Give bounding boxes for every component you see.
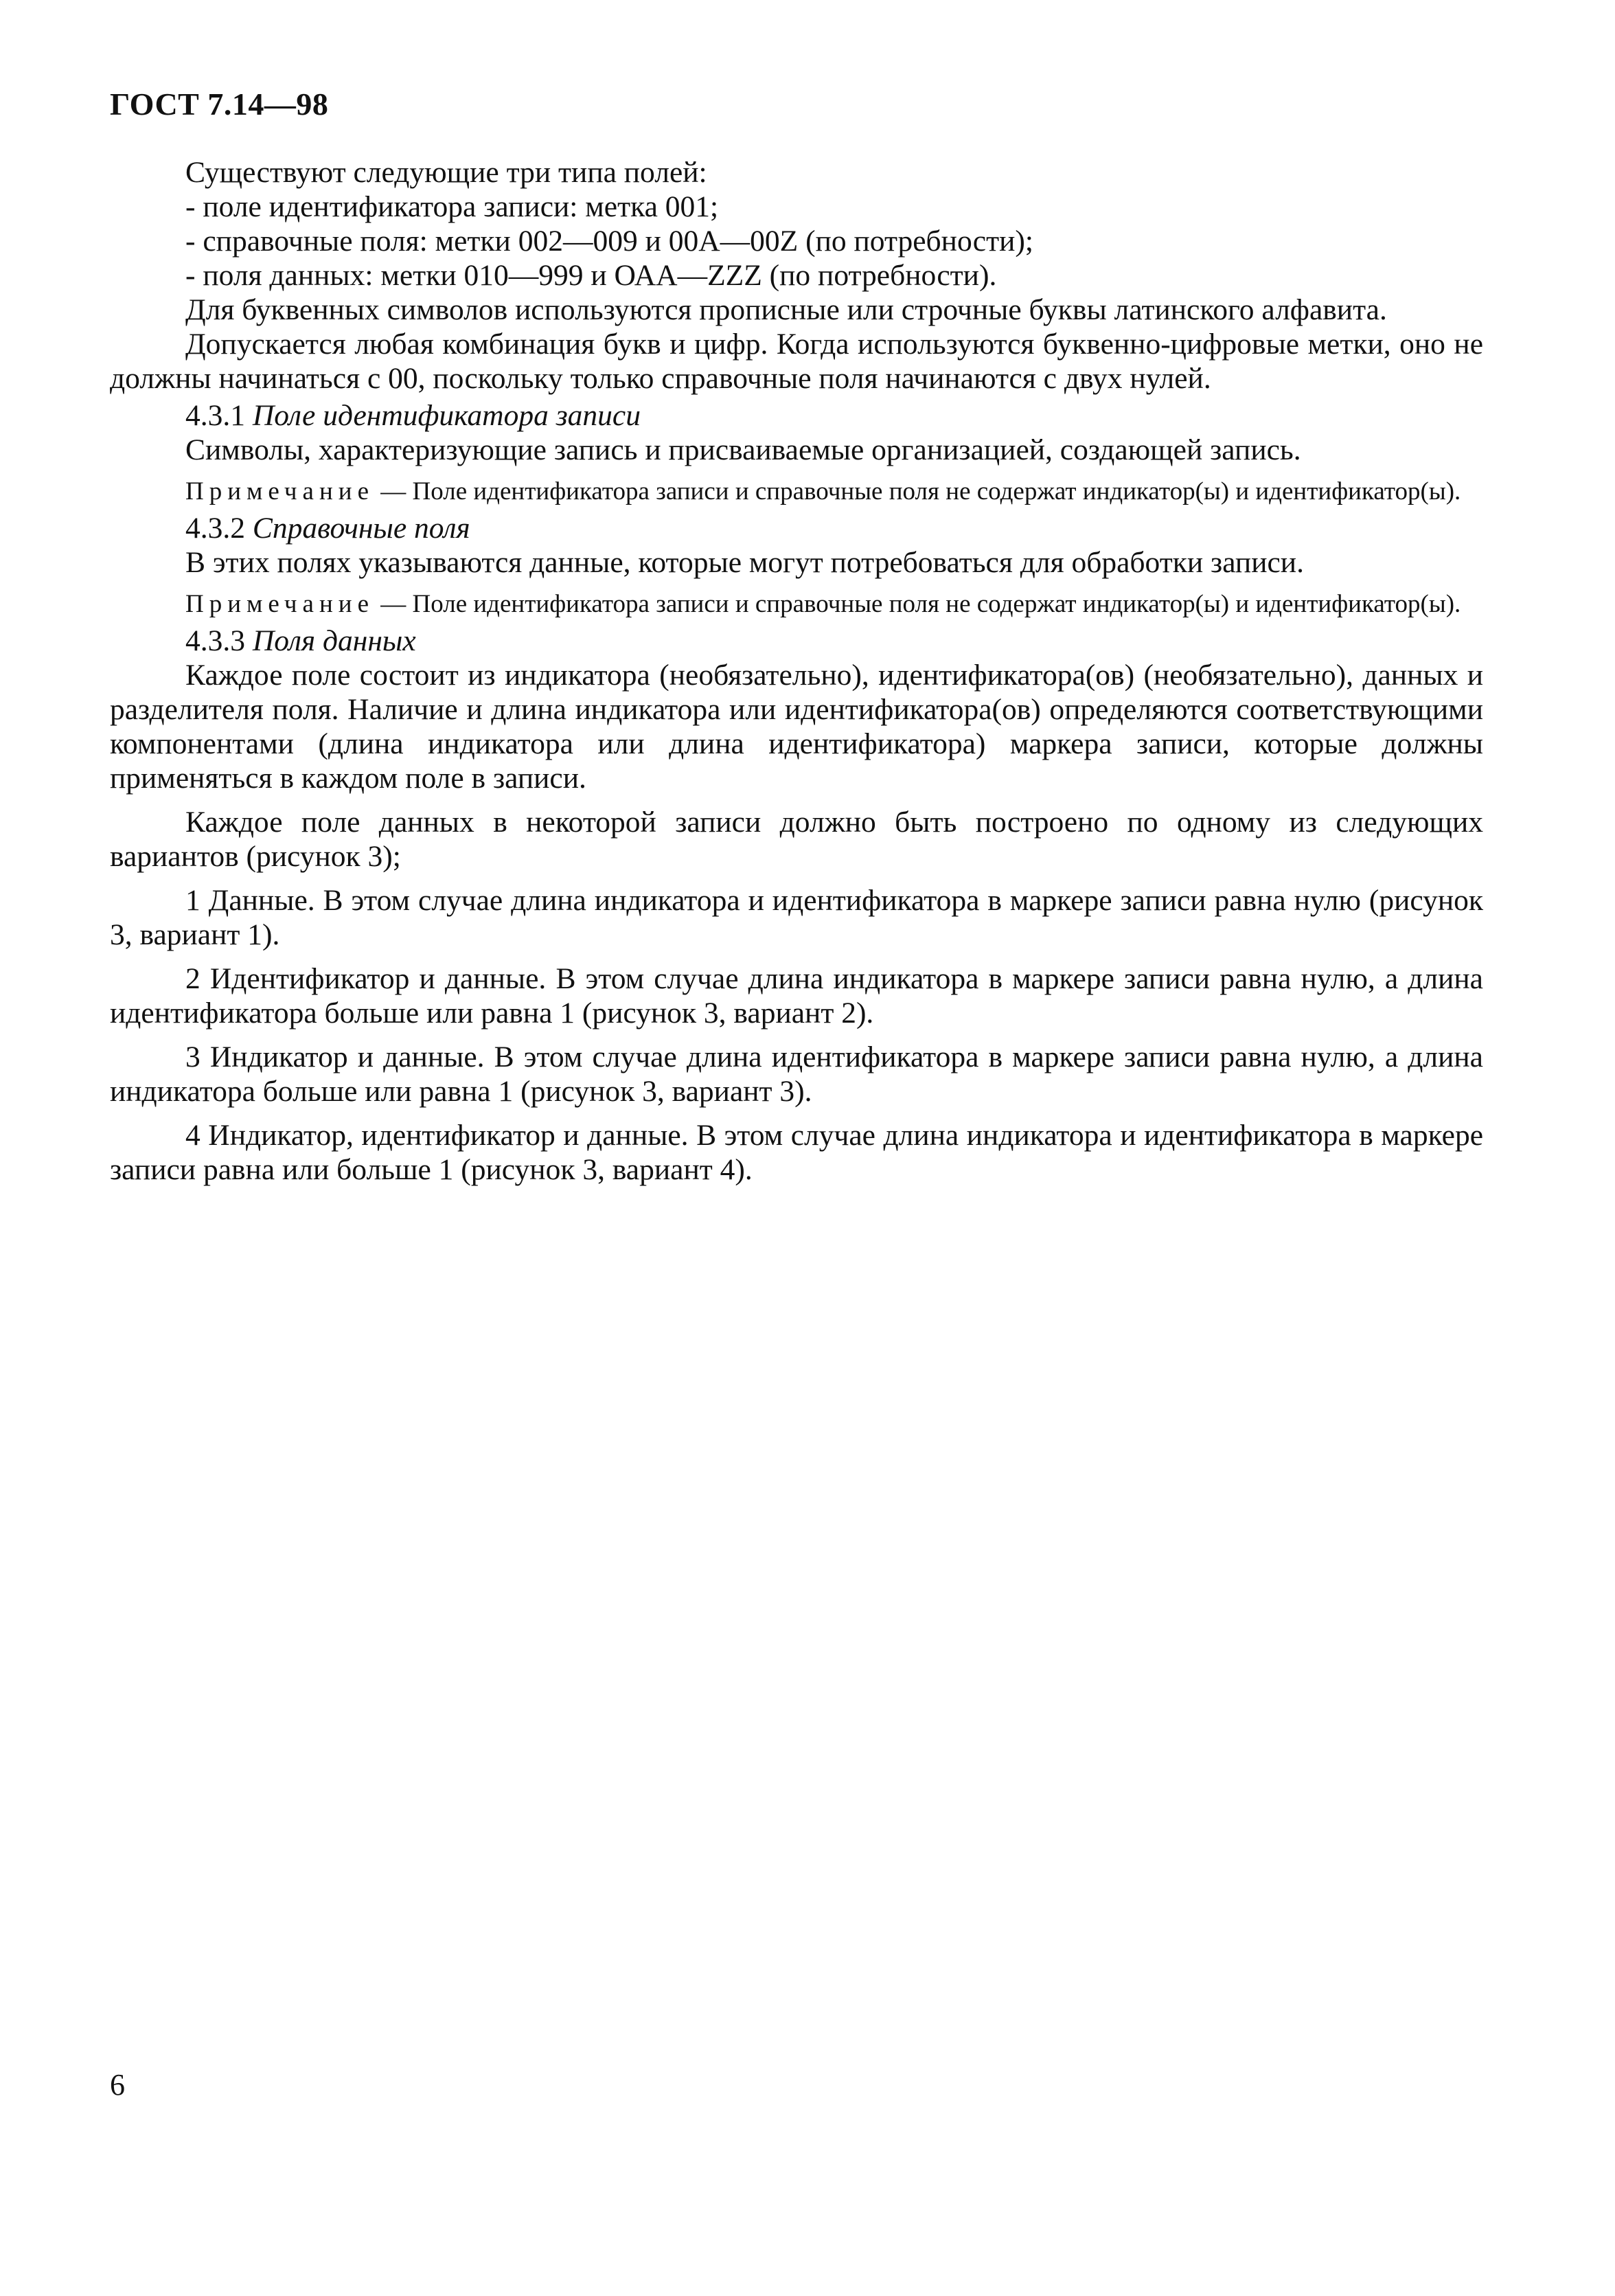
- paragraph-letters: Для буквенных символов используются прописные или строчные буквы латинского алфавита.: [185, 293, 1387, 326]
- note: [110, 477, 1483, 507]
- variant-paragraph: 2 Идентификатор и данные. В этом случае длина индикатора в маркере записи равна нулю, а длина идентификатора больше или равна 1 (рисунок 3, вариант 2).: [110, 962, 1483, 1030]
- section-text: Каждое поле состоит из индикатора (необязательно), идентификатора(ов) (необязательно), данных и разделителя поля. Наличие и длина индикатора или идентификатора(ов) определяются соответствующими компонентами (длина индикатора или длина идентификатора) маркера записи, которые должны применяться в каждом поле в записи.: [110, 659, 1483, 795]
- section-heading-4-3-1: [110, 398, 1483, 433]
- note-label: Примечание: [185, 590, 374, 618]
- list-item: - поля данных: метки 010—999 и ОАА—ZZZ (по потребности).: [185, 259, 997, 292]
- document-header: ГОСТ 7.14—98: [110, 87, 329, 122]
- page-number: 6: [110, 2068, 125, 2102]
- section-text: Символы, характеризующие запись и присваиваемые организацией, создающей запись.: [185, 433, 1301, 466]
- note-text: — Поле идентификатора записи и справочные поля не содержат индикатор(ы) и идентификатор(ы).: [374, 590, 1461, 618]
- section-number: 4.3.1: [185, 399, 245, 432]
- section-heading-4-3-3: [110, 624, 1483, 658]
- variant-paragraph: 1 Данные. В этом случае длина индикатора и идентификатора в маркере записи равна нулю (рисунок 3, вариант 1).: [110, 884, 1483, 951]
- note: [110, 589, 1483, 620]
- section-title: Справочные поля: [252, 512, 470, 545]
- note-label: Примечание: [185, 477, 374, 505]
- section-text: Каждое поле данных в некоторой записи должно быть построено по одному из следующих вариантов (рисунок 3);: [110, 806, 1483, 873]
- section-text: В этих полях указываются данные, которые могут потребоваться для обработки записи.: [185, 546, 1304, 579]
- section-title: Поле идентификатора записи: [252, 399, 641, 432]
- section-title: Поля данных: [252, 624, 416, 657]
- list-item: - справочные поля: метки 002—009 и 00А—00Z (по потребности);: [185, 225, 1033, 258]
- section-number: 4.3.3: [185, 624, 245, 657]
- list-item: - поле идентификатора записи: метка 001;: [185, 190, 719, 223]
- section-heading-4-3-2: [110, 511, 1483, 545]
- note-text: — Поле идентификатора записи и справочные поля не содержат индикатор(ы) и идентификатор(ы).: [374, 477, 1461, 505]
- variant-paragraph: 3 Индикатор и данные. В этом случае длина идентификатора в маркере записи равна нулю, а длина индикатора больше или равна 1 (рисунок 3, вариант 3).: [110, 1041, 1483, 1108]
- document-body: [110, 155, 1483, 1187]
- section-number: 4.3.2: [185, 512, 245, 545]
- intro-paragraph: Существуют следующие три типа полей:: [185, 156, 707, 189]
- variant-paragraph: 4 Индикатор, идентификатор и данные. В этом случае длина индикатора и идентификатора в маркере записи равна или больше 1 (рисунок 3, вариант 4).: [110, 1119, 1483, 1186]
- paragraph-combination: Допускается любая комбинация букв и цифр. Когда используются буквенно-цифровые метки, оно не должны начинаться с 00, поскольку только справочные поля начинаются с двух нулей.: [110, 328, 1483, 395]
